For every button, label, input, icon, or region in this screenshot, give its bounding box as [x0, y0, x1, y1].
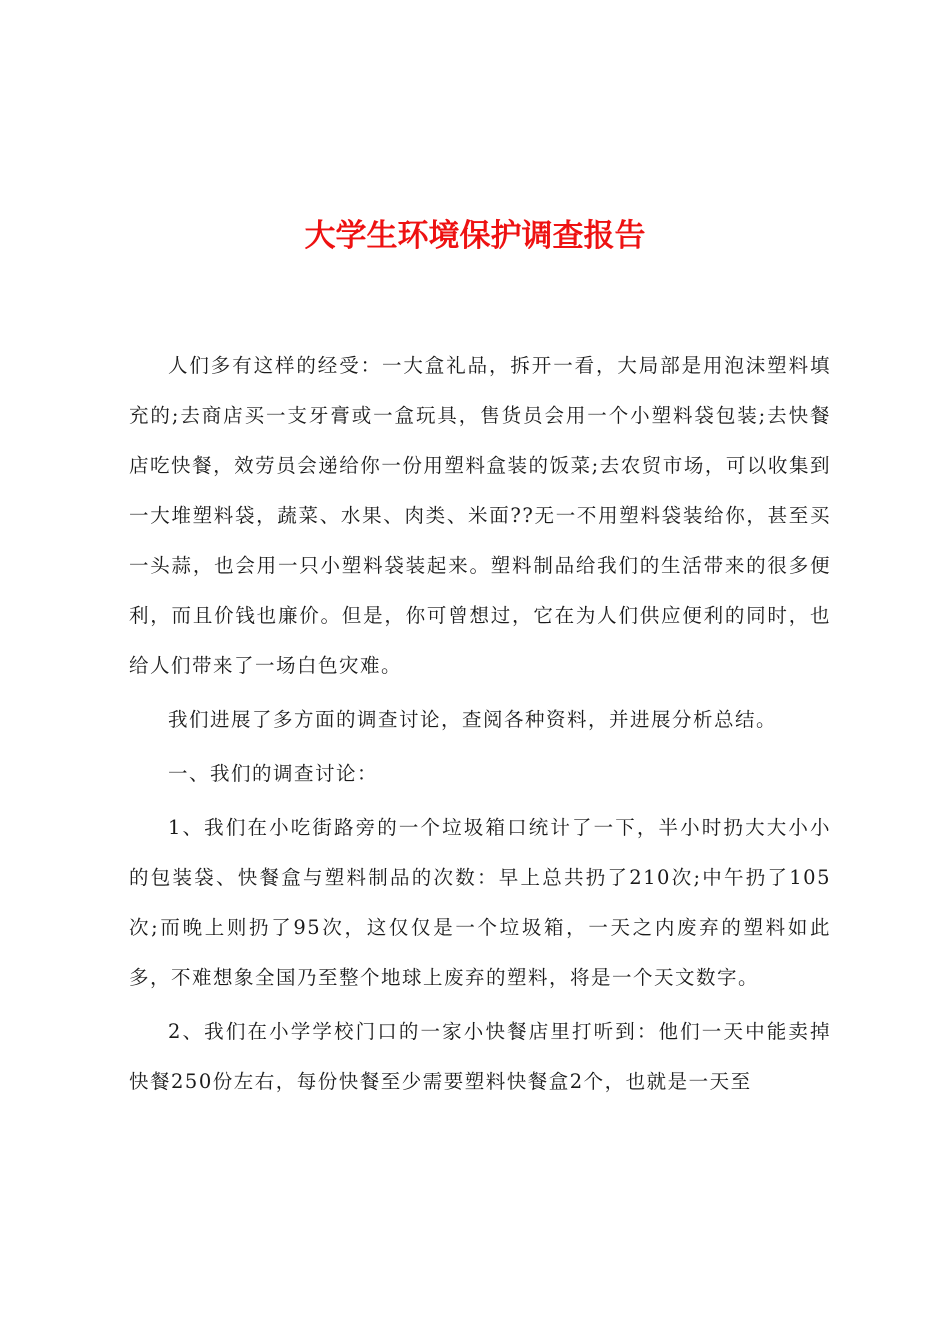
paragraph-item-2: 2、我们在小学学校门口的一家小快餐店里打听到：他们一天中能卖掉快餐250份左右，每份快餐至少需要塑料快餐盒2个，也就是一天至	[129, 1020, 831, 1093]
document-body	[129, 341, 831, 1111]
paragraph-item-1: 1、我们在小吃街路旁的一个垃圾箱口统计了一下，半小时扔大大小小的包装袋、快餐盒与塑料制品的次数：早上总共扔了210次;中午扔了105次;而晚上则扔了95次，这仅仅是一个垃圾箱，一天之内废弃的塑料如此多，不难想象全国乃至整个地球上废弃的塑料，将是一个天文数字。	[129, 816, 831, 989]
section-heading: 一、我们的调查讨论：	[168, 762, 379, 785]
document-title: 大学生环境保护调查报告	[304, 218, 646, 254]
paragraph-method: 我们进展了多方面的调查讨论，查阅各种资料，并进展分析总结。	[168, 708, 778, 731]
paragraph-intro: 人们多有这样的经受：一大盒礼品，拆开一看，大局部是用泡沫塑料填充的;去商店买一支牙膏或一盒玩具，售货员会用一个小塑料袋包装;去快餐店吃快餐，效劳员会递给你一份用塑料盒装的饭菜;去农贸市场，可以收集到一大堆塑料袋，蔬菜、水果、肉类、米面??无一不用塑料袋装给你，甚至买一头蒜，也会用一只小塑料袋装起来。塑料制品给我们的生活带来的很多便利，而且价钱也廉价。但是，你可曾想过，它在为人们供应便利的同时，也给人们带来了一场白色灾难。	[129, 354, 831, 677]
